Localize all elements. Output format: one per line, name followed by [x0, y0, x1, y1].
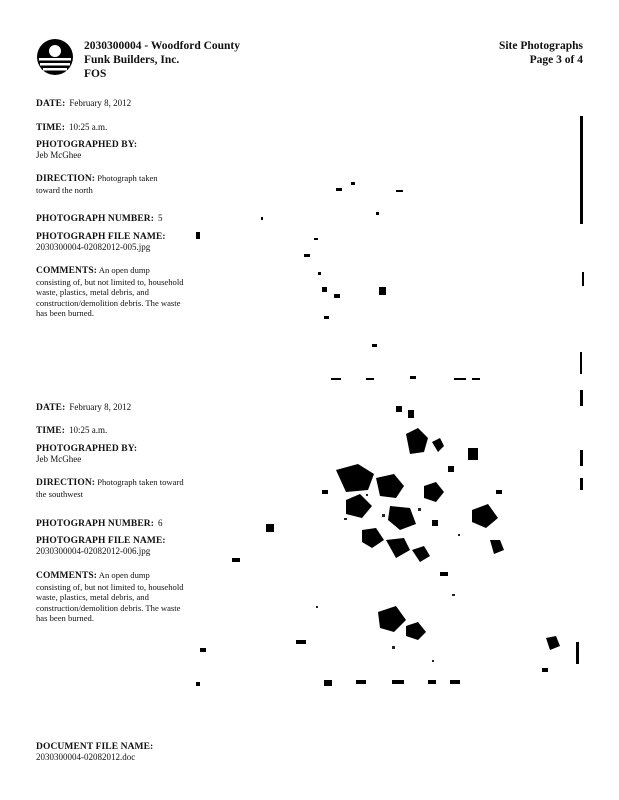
time-field: [36, 420, 196, 438]
photographer-field: [36, 444, 196, 464]
site-photo-2: [196, 390, 588, 690]
photo-number-label: PHOTOGRAPH NUMBER:: [36, 214, 154, 224]
file-name-field: [36, 536, 196, 556]
date-value: February 8, 2012: [69, 98, 132, 108]
comments-value: An open dump consisting of, but not limited to, household waste, plastics, metal debris, and construction/demolition debris. The waste has been burned.: [36, 265, 184, 319]
date-value: February 8, 2012: [69, 402, 132, 412]
photo-number-value: 5: [158, 213, 163, 223]
photographer-label: PHOTOGRAPHED BY:: [36, 444, 138, 454]
logo: [36, 38, 74, 76]
time-field: [36, 117, 196, 135]
direction-value: Photograph taken toward the north: [36, 173, 158, 195]
comments-field: [36, 570, 186, 624]
date-label: DATE:: [36, 403, 66, 413]
time-label: TIME:: [36, 426, 65, 436]
photo-number-value: 6: [158, 518, 163, 528]
document-file-value: 2030300004-02082012.doc: [36, 752, 136, 762]
file-name-field: [36, 232, 196, 252]
page-label: Page 3 of 4: [529, 54, 583, 66]
file-name-value: 2030300004-02082012-006.jpg: [36, 546, 151, 556]
photographer-field: [36, 140, 196, 160]
comments-field: [36, 265, 186, 319]
direction-field: [36, 477, 186, 499]
company-line: Funk Builders, Inc.: [84, 54, 180, 66]
photo-number-field: [36, 208, 196, 226]
date-field: [36, 397, 196, 415]
file-name-label: PHOTOGRAPH FILE NAME:: [36, 536, 166, 546]
time-value: 10:25 a.m.: [69, 122, 108, 132]
direction-field: [36, 173, 181, 195]
document-file-field: [36, 742, 153, 762]
photographer-value: Jeb McGhee: [36, 454, 82, 464]
photo-number-field: [36, 513, 196, 531]
time-value: 10:25 a.m.: [69, 425, 108, 435]
file-name-value: 2030300004-02082012-005.jpg: [36, 242, 151, 252]
time-label: TIME:: [36, 123, 65, 133]
comments-label: COMMENTS:: [36, 266, 98, 276]
photographer-value: Jeb McGhee: [36, 150, 82, 160]
site-id-line: 2030300004 - Woodford County: [84, 40, 241, 52]
document-file-label: DOCUMENT FILE NAME:: [36, 742, 154, 752]
state-seal-icon: [36, 38, 74, 76]
direction-label: DIRECTION:: [36, 174, 96, 184]
direction-value: Photograph taken toward the southwest: [36, 477, 184, 499]
comments-value: An open dump consisting of, but not limited to, household waste, plastics, metal debris, and construction/demolition debris. The waste has been burned.: [36, 570, 184, 624]
date-field: [36, 93, 196, 111]
doc-title: Site Photographs: [498, 40, 583, 52]
file-name-label: PHOTOGRAPH FILE NAME:: [36, 232, 166, 242]
photographer-label: PHOTOGRAPHED BY:: [36, 140, 138, 150]
photo-number-label: PHOTOGRAPH NUMBER:: [36, 519, 154, 529]
direction-label: DIRECTION:: [36, 478, 96, 488]
office-line: FOS: [84, 68, 107, 80]
comments-label: COMMENTS:: [36, 571, 98, 581]
site-photo-1: [196, 112, 588, 388]
date-label: DATE:: [36, 99, 66, 109]
